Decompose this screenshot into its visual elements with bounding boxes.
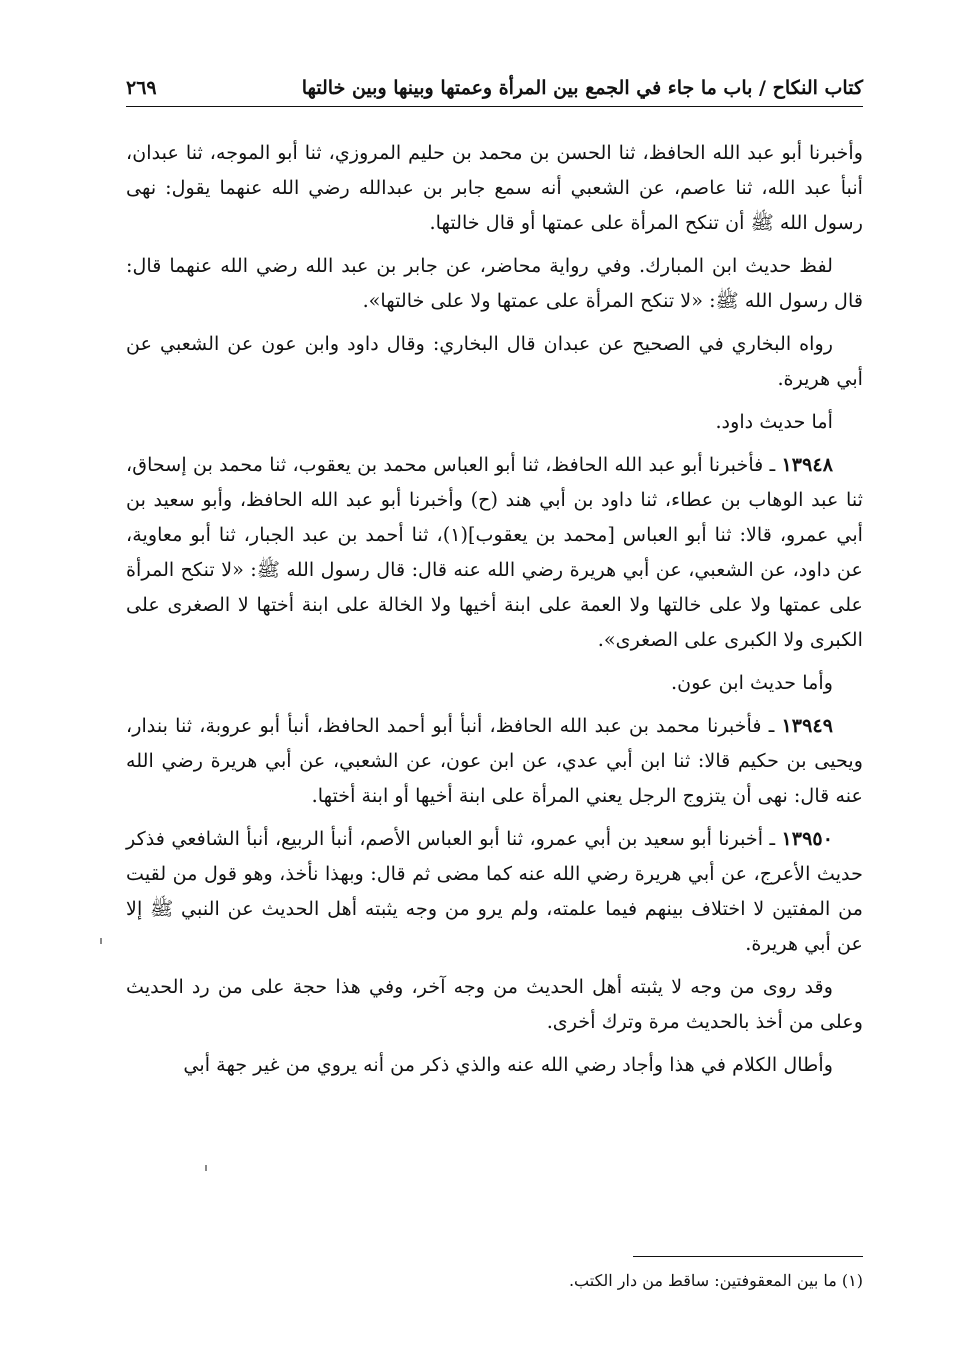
paragraph <box>126 404 863 439</box>
running-header <box>126 70 863 107</box>
paragraph <box>126 326 863 396</box>
paragraph-text: أما حديث داود. <box>715 410 833 433</box>
footnote-divider <box>633 1256 863 1257</box>
paragraph-text: ـ فأخبرنا محمد بن عبد الله الحافظ، أنبأ أبو أحمد الحافظ، أنبأ أبو عروبة، ثنا بندار، ويحيى بن حكيم قالا: ثنا ابن أبي عدي، عن ابن عون، عن الشعبي، عن أبي هريرة رضي الله عنه قال: نهى أن يتزوج الرجل يعني المرأة على ابنة أخيها أو ابنة أختها. <box>126 714 863 807</box>
paragraph <box>126 135 863 240</box>
paragraph <box>126 665 863 700</box>
main-text <box>126 135 863 1090</box>
scan-speck <box>100 938 102 944</box>
hadith-number: ١٣٩٤٨ <box>781 453 833 476</box>
paragraph-text: وقد روى من وجه لا يثبته أهل الحديث من وجه آخر، وفي هذا حجة على من رد الحديث وعلى من أخذ بالحديث مرة وترك أخرى. <box>126 975 863 1033</box>
hadith-number: ١٣٩٥٠ <box>781 827 833 850</box>
page-number: ٢٦٩ <box>126 77 157 99</box>
hadith-number: ١٣٩٤٩ <box>781 714 833 737</box>
paragraph-text: لفظ حديث ابن المبارك. وفي رواية محاضر، عن جابر بن عبد الله رضي الله عنهما قال: قال رسول الله ﷺ: «لا تنكح المرأة على عمتها ولا على خالتها». <box>126 254 863 312</box>
footnote: (١) ما بين المعقوفتين: ساقط من دار الكتب. <box>568 1271 863 1290</box>
paragraph-text: رواه البخاري في الصحيح عن عبدان قال البخاري: وقال داود وابن عون عن الشعبي عن أبي هريرة. <box>126 332 863 390</box>
hadith-paragraph <box>126 708 863 813</box>
hadith-paragraph <box>126 821 863 961</box>
scan-speck <box>205 1165 207 1171</box>
paragraph-text: وأطال الكلام في هذا وأجاد رضي الله عنه والذي ذكر من أنه يروي من غير جهة أبي <box>183 1053 833 1076</box>
paragraph <box>126 969 863 1039</box>
hadith-paragraph <box>126 447 863 657</box>
paragraph-text: وأخبرنا أبو عبد الله الحافظ، ثنا الحسن بن محمد بن حليم المروزي، ثنا أبو الموجه، ثنا عبدان، أنبأ عبد الله، ثنا عاصم، عن الشعبي أنه سمع جابر بن عبدالله رضي الله عنهما يقول: نهى رسول الله ﷺ أن تنكح المرأة على عمتها أو قال خالتها. <box>126 141 863 234</box>
chapter-title: كتاب النكاح / باب ما جاء في الجمع بين المرأة وعمتها وبينها وبين خالتها <box>301 77 863 99</box>
paragraph-text: وأما حديث ابن عون. <box>671 671 833 694</box>
paragraph <box>126 248 863 318</box>
paragraph-text: ـ أخبرنا أبو سعيد بن أبي عمرو، ثنا أبو العباس الأصم، أنبأ الربيع، أنبأ الشافعي فذكر حديث الأعرج، عن أبي هريرة رضي الله عنه كما مضى ثم قال: وبهذا نأخذ، وهو قول من لقيت من المفتين لا اختلاف بينهم فيما علمته، ولم يرو من وجه يثبته أهل الحديث عن النبي ﷺ إلا عن أبي هريرة. <box>126 827 863 955</box>
paragraph-text: ـ فأخبرنا أبو عبد الله الحافظ، ثنا أبو العباس محمد بن يعقوب، ثنا محمد بن إسحاق، ثنا عبد الوهاب بن عطاء، ثنا داود بن أبي هند (ح) وأخبرنا أبو عبد الله الحافظ، وأبو سعيد بن أبي عمرو، قالا: ثنا أبو العباس [محمد بن يعقوب](١)، ثنا أحمد بن عبد الجبار، ثنا أبو معاوية، عن داود، عن الشعبي، عن أبي هريرة رضي الله عنه قال: قال رسول الله ﷺ: «لا تنكح المرأة على عمتها ولا على خالتها ولا العمة على ابنة أخيها ولا الخالة على ابنة أختها لا الصغرى على الكبرى ولا الكبرى على الصغرى». <box>126 453 863 651</box>
paragraph <box>126 1047 863 1082</box>
